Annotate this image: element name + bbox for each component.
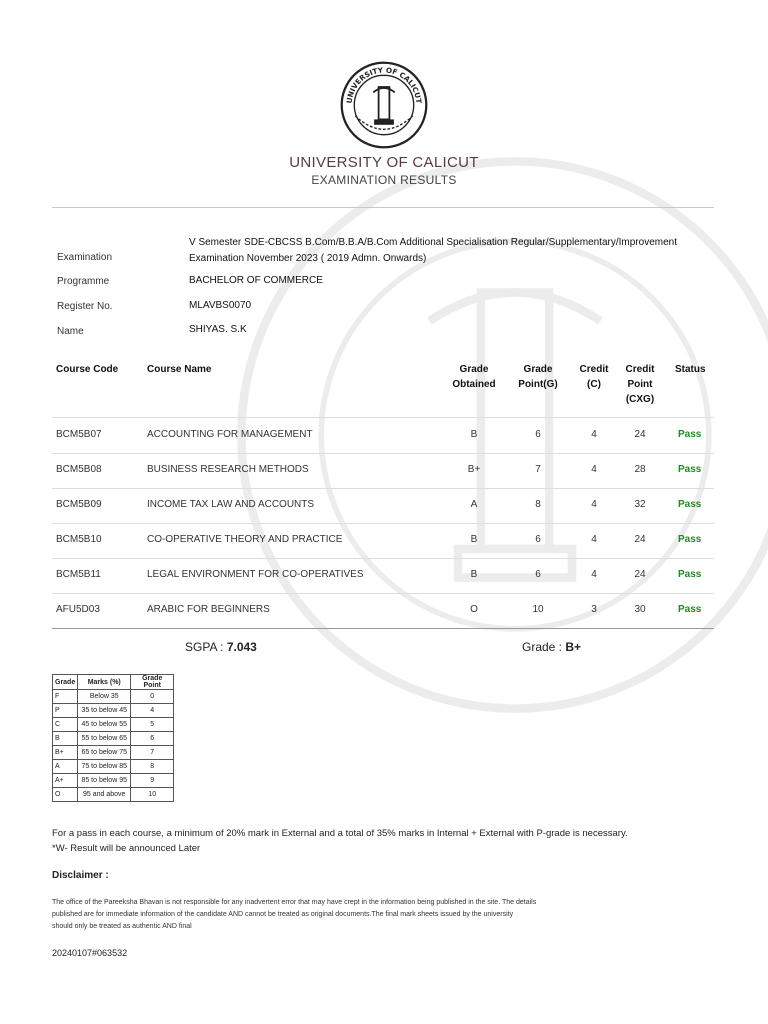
- table-row: [52, 488, 714, 524]
- university-seal-logo: [339, 60, 429, 150]
- divider: [52, 207, 714, 208]
- credit-point: 30: [634, 604, 646, 615]
- status-badge: Pass: [678, 464, 702, 475]
- document-id: 20240107#063532: [52, 948, 128, 958]
- grade-table-row: C 45 to below 55 5: [53, 718, 174, 732]
- name-value: SHIYAS. S.K: [189, 324, 247, 335]
- table-row: [52, 453, 714, 489]
- grade-point: 6: [535, 429, 541, 440]
- grade-point: 7: [535, 464, 541, 475]
- grade-obtained: B: [470, 429, 478, 440]
- grade-table-row: B 55 to below 65 6: [53, 732, 174, 746]
- credit-point: 28: [634, 464, 646, 475]
- course-name: LEGAL ENVIRONMENT FOR CO-OPERATIVES: [147, 569, 364, 580]
- course-name: INCOME TAX LAW AND ACCOUNTS: [147, 499, 315, 510]
- col-course-code: Course Code: [56, 364, 119, 375]
- grade-table-row: O 95 and above 10: [53, 788, 174, 802]
- exam-line-2: Examination November 2023 ( 2019 Admn. Onwards): [189, 253, 427, 264]
- grade-label: Grade :: [522, 640, 563, 654]
- credit-point: 24: [634, 429, 646, 440]
- grade-obtained: B+: [467, 464, 481, 475]
- grade-point: 8: [535, 499, 541, 510]
- page-subtitle: EXAMINATION RESULTS: [311, 173, 457, 187]
- credit: 4: [591, 534, 597, 545]
- seal-text: UNIVERSITY OF CALICUT: [344, 65, 424, 104]
- credit: 4: [591, 464, 597, 475]
- sgpa-label: SGPA :: [185, 640, 224, 654]
- programme-value: BACHELOR OF COMMERCE: [189, 275, 323, 286]
- col-grade-obtained: Grade Obtained: [452, 364, 496, 390]
- status-badge: Pass: [678, 604, 702, 615]
- register-value: MLAVBS0070: [189, 300, 252, 311]
- pass-criteria-note: For a pass in each course, a minimum of 20% mark in External and a total of 35% marks in Internal + External with P-grade is necessary.: [52, 828, 628, 839]
- grade-table-header: Grade Marks (%) Grade Point: [53, 675, 174, 690]
- status-badge: Pass: [678, 569, 702, 580]
- withheld-note: *W- Result will be announced Later: [52, 843, 201, 854]
- course-code: BCM5B09: [56, 499, 102, 510]
- exam-line-1: V Semester SDE-CBCSS B.Com/B.B.A/B.Com Additional Specialisation Regular/Supplementary/Improvement: [189, 237, 677, 248]
- credit-point: 24: [634, 534, 646, 545]
- exam-value: [189, 235, 677, 267]
- disclaimer-text: The office of the Pareeksha Bhavan is not responsible for any inadvertent error that may have crept in the information being published in the site. The details published are for immediate information of the candidate AND cannot be treated as original documents.The final mark sheets issued by the university should only be treated as authentic AND final: [52, 899, 537, 930]
- credit-point: 32: [634, 499, 646, 510]
- grade-table-row: B+ 65 to below 75 7: [53, 746, 174, 760]
- table-row: [52, 593, 714, 629]
- university-title: UNIVERSITY OF CALICUT: [289, 154, 479, 171]
- sgpa-summary: [185, 640, 257, 654]
- credit: 4: [591, 499, 597, 510]
- course-code: AFU5D03: [56, 604, 100, 615]
- credit: 4: [591, 569, 597, 580]
- grade-table-row: P 35 to below 45 4: [53, 704, 174, 718]
- table-row: [52, 558, 714, 594]
- col-grade-point: Grade Point(G): [518, 364, 558, 390]
- grade-point: 6: [535, 534, 541, 545]
- grade-obtained: O: [470, 604, 478, 615]
- exam-label: Examination: [57, 252, 113, 263]
- course-name: BUSINESS RESEARCH METHODS: [147, 464, 309, 475]
- grade-obtained: A: [470, 499, 478, 510]
- course-name: CO-OPERATIVE THEORY AND PRACTICE: [147, 534, 343, 545]
- col-status: Status: [675, 364, 706, 375]
- sgpa-value: 7.043: [226, 640, 257, 654]
- credit-point: 24: [634, 569, 646, 580]
- name-label: Name: [57, 326, 84, 337]
- table-row: [52, 523, 714, 559]
- credit: 3: [591, 604, 597, 615]
- status-badge: Pass: [678, 499, 702, 510]
- grade-table-row: A 75 to below 85 8: [53, 760, 174, 774]
- course-name: ARABIC FOR BEGINNERS: [147, 604, 270, 615]
- credit: 4: [591, 429, 597, 440]
- grade-obtained: B: [470, 569, 478, 580]
- grade-point: 10: [532, 604, 544, 615]
- course-name: ACCOUNTING FOR MANAGEMENT: [147, 429, 313, 440]
- course-code: BCM5B11: [56, 569, 101, 580]
- register-label: Register No.: [57, 301, 113, 312]
- grade-table-row: F Below 35 0: [53, 690, 174, 704]
- col-course-name: Course Name: [147, 364, 212, 375]
- grade-point: 6: [535, 569, 541, 580]
- course-code: BCM5B10: [56, 534, 102, 545]
- course-code: BCM5B08: [56, 464, 102, 475]
- col-credit-point: Credit Point (CXG): [625, 364, 655, 405]
- grade-table-row: A+ 85 to below 95 9: [53, 774, 174, 788]
- status-badge: Pass: [678, 429, 702, 440]
- grade-reference-table: [52, 674, 174, 802]
- grade-summary: [522, 640, 581, 654]
- col-credit: Credit (C): [579, 364, 609, 390]
- status-badge: Pass: [678, 534, 702, 545]
- programme-label: Programme: [57, 276, 110, 287]
- course-code: BCM5B07: [56, 429, 102, 440]
- grade-value: B+: [565, 640, 582, 654]
- grade-obtained: B: [470, 534, 478, 545]
- table-row: [52, 418, 714, 454]
- disclaimer-title: Disclaimer :: [52, 870, 109, 881]
